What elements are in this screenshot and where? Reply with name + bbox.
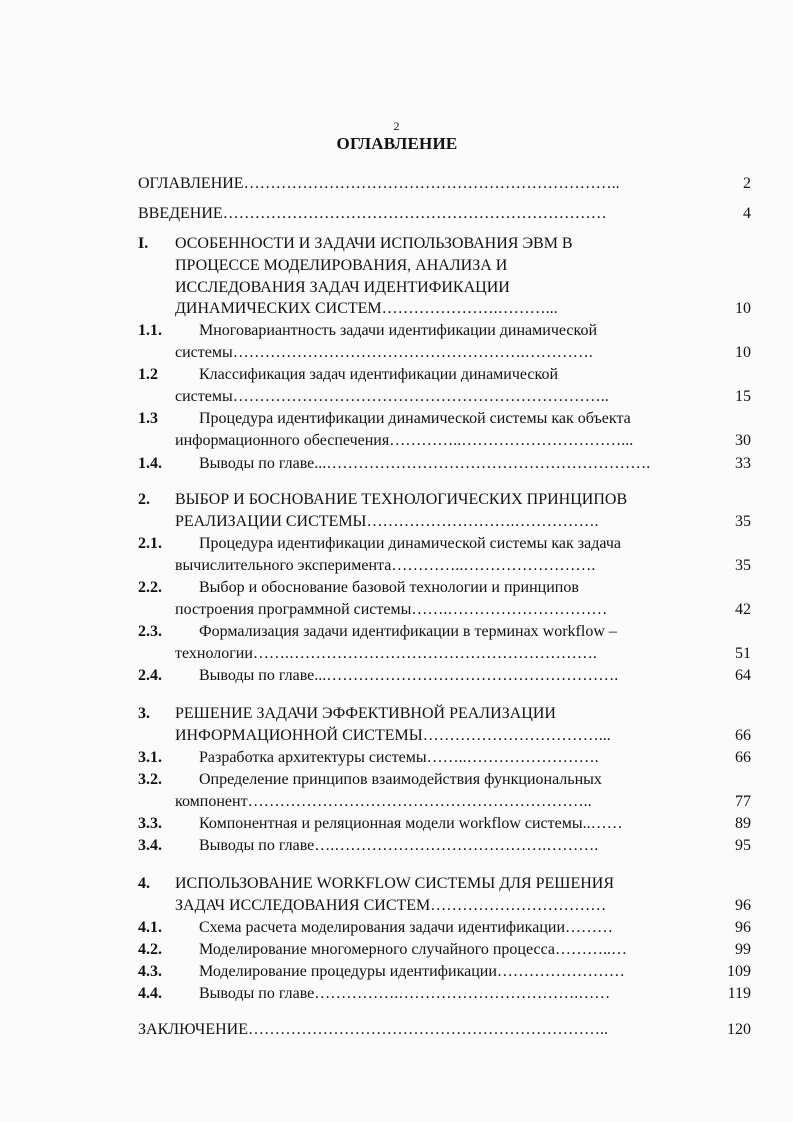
toc-line [0,643,793,665]
toc-line [0,703,793,725]
toc-number: 4.1. [138,919,162,936]
toc-line [0,747,793,769]
toc-line [0,791,793,813]
toc-page: 109 [727,963,751,980]
toc-text: ОСОБЕННОСТИ И ЗАДАЧИ ИСПОЛЬЗОВАНИЯ ЭВМ В [175,235,573,252]
toc-text: ИСПОЛЬЗОВАНИЕ WORKFLOW СИСТЕМЫ ДЛЯ РЕШЕНИЯ [175,875,614,892]
toc-page: 66 [735,727,751,744]
toc-line [0,430,793,452]
toc-line [0,555,793,577]
toc-text: РЕАЛИЗАЦИИ СИСТЕМЫ……………………….……………. [175,513,599,530]
toc-page: 2 [743,175,751,192]
toc-number: 2.4. [138,667,162,684]
toc-text: Разработка архитектуры системы……..……………………. [199,749,599,766]
toc-number: 1.1. [138,322,162,339]
toc-line [0,489,793,511]
toc-page: 120 [727,1021,751,1038]
toc-text: ОГЛАВЛЕНИЕ…………………………………………………………….. [138,175,620,192]
toc-page: 96 [735,919,751,936]
toc-line [0,233,793,255]
toc-page: 95 [735,837,751,854]
toc-page: 66 [735,749,751,766]
toc-text: Компонентная и реляционная модели workflow системы..…… [199,815,623,832]
toc-number: 1.2 [138,366,158,383]
toc-text: Процедура идентификации динамической системы как задача [199,535,621,552]
toc-number: 3.2. [138,771,162,788]
toc-text: Выбор и обоснование базовой технологии и принципов [199,579,579,596]
toc-text: технологии…….…………………………………………………. [175,645,597,662]
toc-page: 10 [735,300,751,317]
toc-number: 3. [138,705,150,722]
toc-text: ИССЛЕДОВАНИЯ ЗАДАЧ ИДЕНТИФИКАЦИИ [175,279,510,296]
toc-text: Классификация задач идентификации динамической [199,366,559,383]
toc-text: Выводы по главе….………………………………….………. [199,837,599,854]
toc-text: Моделирование процедуры идентификации…………………… [199,963,625,980]
toc-text: ДИНАМИЧЕСКИХ СИСТЕМ………………….………... [175,300,558,317]
toc-number: 1.3 [138,410,158,427]
toc-page: 77 [735,793,751,810]
toc-number: 3.3. [138,815,162,832]
toc-text: Многовариантность задачи идентификации динамической [199,322,597,339]
toc-line [0,983,793,1005]
toc-text: Выводы по главе…………….…………………………….…… [199,985,611,1002]
toc-line [0,895,793,917]
toc-line [0,939,793,961]
toc-text: системы……………………………………………….…………. [175,344,593,361]
toc-line [0,255,793,277]
toc-page: 119 [727,985,751,1002]
toc-text: Выводы по главе...………………………………………………. [199,667,619,684]
toc-text: Выводы по главе...……………………………………………………. [199,455,651,472]
toc-number: 2. [138,491,150,508]
toc-line [0,813,793,835]
toc-page: 4 [743,205,751,222]
toc-page: 96 [735,897,751,914]
toc-text: информационного обеспечения…………..…………………………... [175,432,634,449]
toc-number: 1.4. [138,455,162,472]
page-title: ОГЛАВЛЕНИЕ [336,134,458,153]
toc-number: 3.1. [138,749,162,766]
toc-number: 4. [138,875,150,892]
toc-page: 35 [735,513,751,530]
toc-number: 4.2. [138,941,162,958]
toc-text: ИНФОРМАЦИОННОЙ СИСТЕМЫ……………………………... [175,727,611,744]
toc-text: Моделирование многомерного случайного процесса………..… [199,941,627,958]
toc-text: вычислительного эксперимента…………..……………………. [175,557,596,574]
toc-line [0,873,793,895]
toc-number: I. [138,235,149,252]
toc-text: ВВЕДЕНИЕ……………………………………………………………… [138,205,607,222]
toc-number: 2.1. [138,535,162,552]
toc-number: 4.3. [138,963,162,980]
toc-page: 15 [735,388,751,405]
toc-line [0,665,793,687]
toc-page: 99 [735,941,751,958]
toc-line [0,917,793,939]
toc-text: Определение принципов взаимодействия функциональных [199,771,602,788]
toc-text: Процедура идентификации динамической системы как объекта [199,410,631,427]
toc-line [0,408,793,430]
toc-line [0,453,793,475]
toc-page: 89 [735,815,751,832]
toc-line [0,511,793,533]
toc-number: 3.4. [138,837,162,854]
toc-number: 2.3. [138,623,162,640]
toc-line [0,961,793,983]
toc-line [0,835,793,857]
toc-line [0,364,793,386]
toc-number: 2.2. [138,579,162,596]
toc-text: ЗАКЛЮЧЕНИЕ………………………………………………………….. [138,1021,608,1038]
toc-text: Схема расчета моделирования задачи идентификации……… [199,919,613,936]
toc-text: компонент……………………………………………………….. [175,793,592,810]
toc-line [0,599,793,621]
toc-line [0,386,793,408]
toc-page: 10 [735,344,751,361]
toc-page: 64 [735,667,751,684]
toc-line [0,769,793,791]
toc-text: Формализация задачи идентификации в терминах workflow – [199,623,617,640]
toc-line [0,725,793,747]
toc-text: системы…………………………………………………………….. [175,388,609,405]
page-number: 2 [393,119,400,133]
toc-text: построения программной системы…….………………………… [175,601,608,618]
toc-text: ЗАДАЧ ИССЛЕДОВАНИЯ СИСТЕМ…………………………… [175,897,607,914]
toc-page: 42 [735,601,751,618]
toc-line [0,1019,793,1041]
toc-text: ПРОЦЕССЕ МОДЕЛИРОВАНИЯ, АНАЛИЗА И [175,257,508,274]
toc-page: 33 [735,455,751,472]
toc-text: ВЫБОР И БОСНОВАНИЕ ТЕХНОЛОГИЧЕСКИХ ПРИНЦИПОВ [175,491,628,508]
toc-page: 51 [735,645,751,662]
toc-line [0,277,793,299]
toc-line [0,203,793,225]
toc-page: 35 [735,557,751,574]
toc-line [0,320,793,342]
toc-line [0,533,793,555]
toc-line [0,621,793,643]
toc-line [0,342,793,364]
toc-line [0,577,793,599]
toc-line [0,173,793,195]
toc-page: 30 [735,432,751,449]
toc-line [0,298,793,320]
toc-number: 4.4. [138,985,162,1002]
toc-text: РЕШЕНИЕ ЗАДАЧИ ЭФФЕКТИВНОЙ РЕАЛИЗАЦИИ [175,705,556,722]
